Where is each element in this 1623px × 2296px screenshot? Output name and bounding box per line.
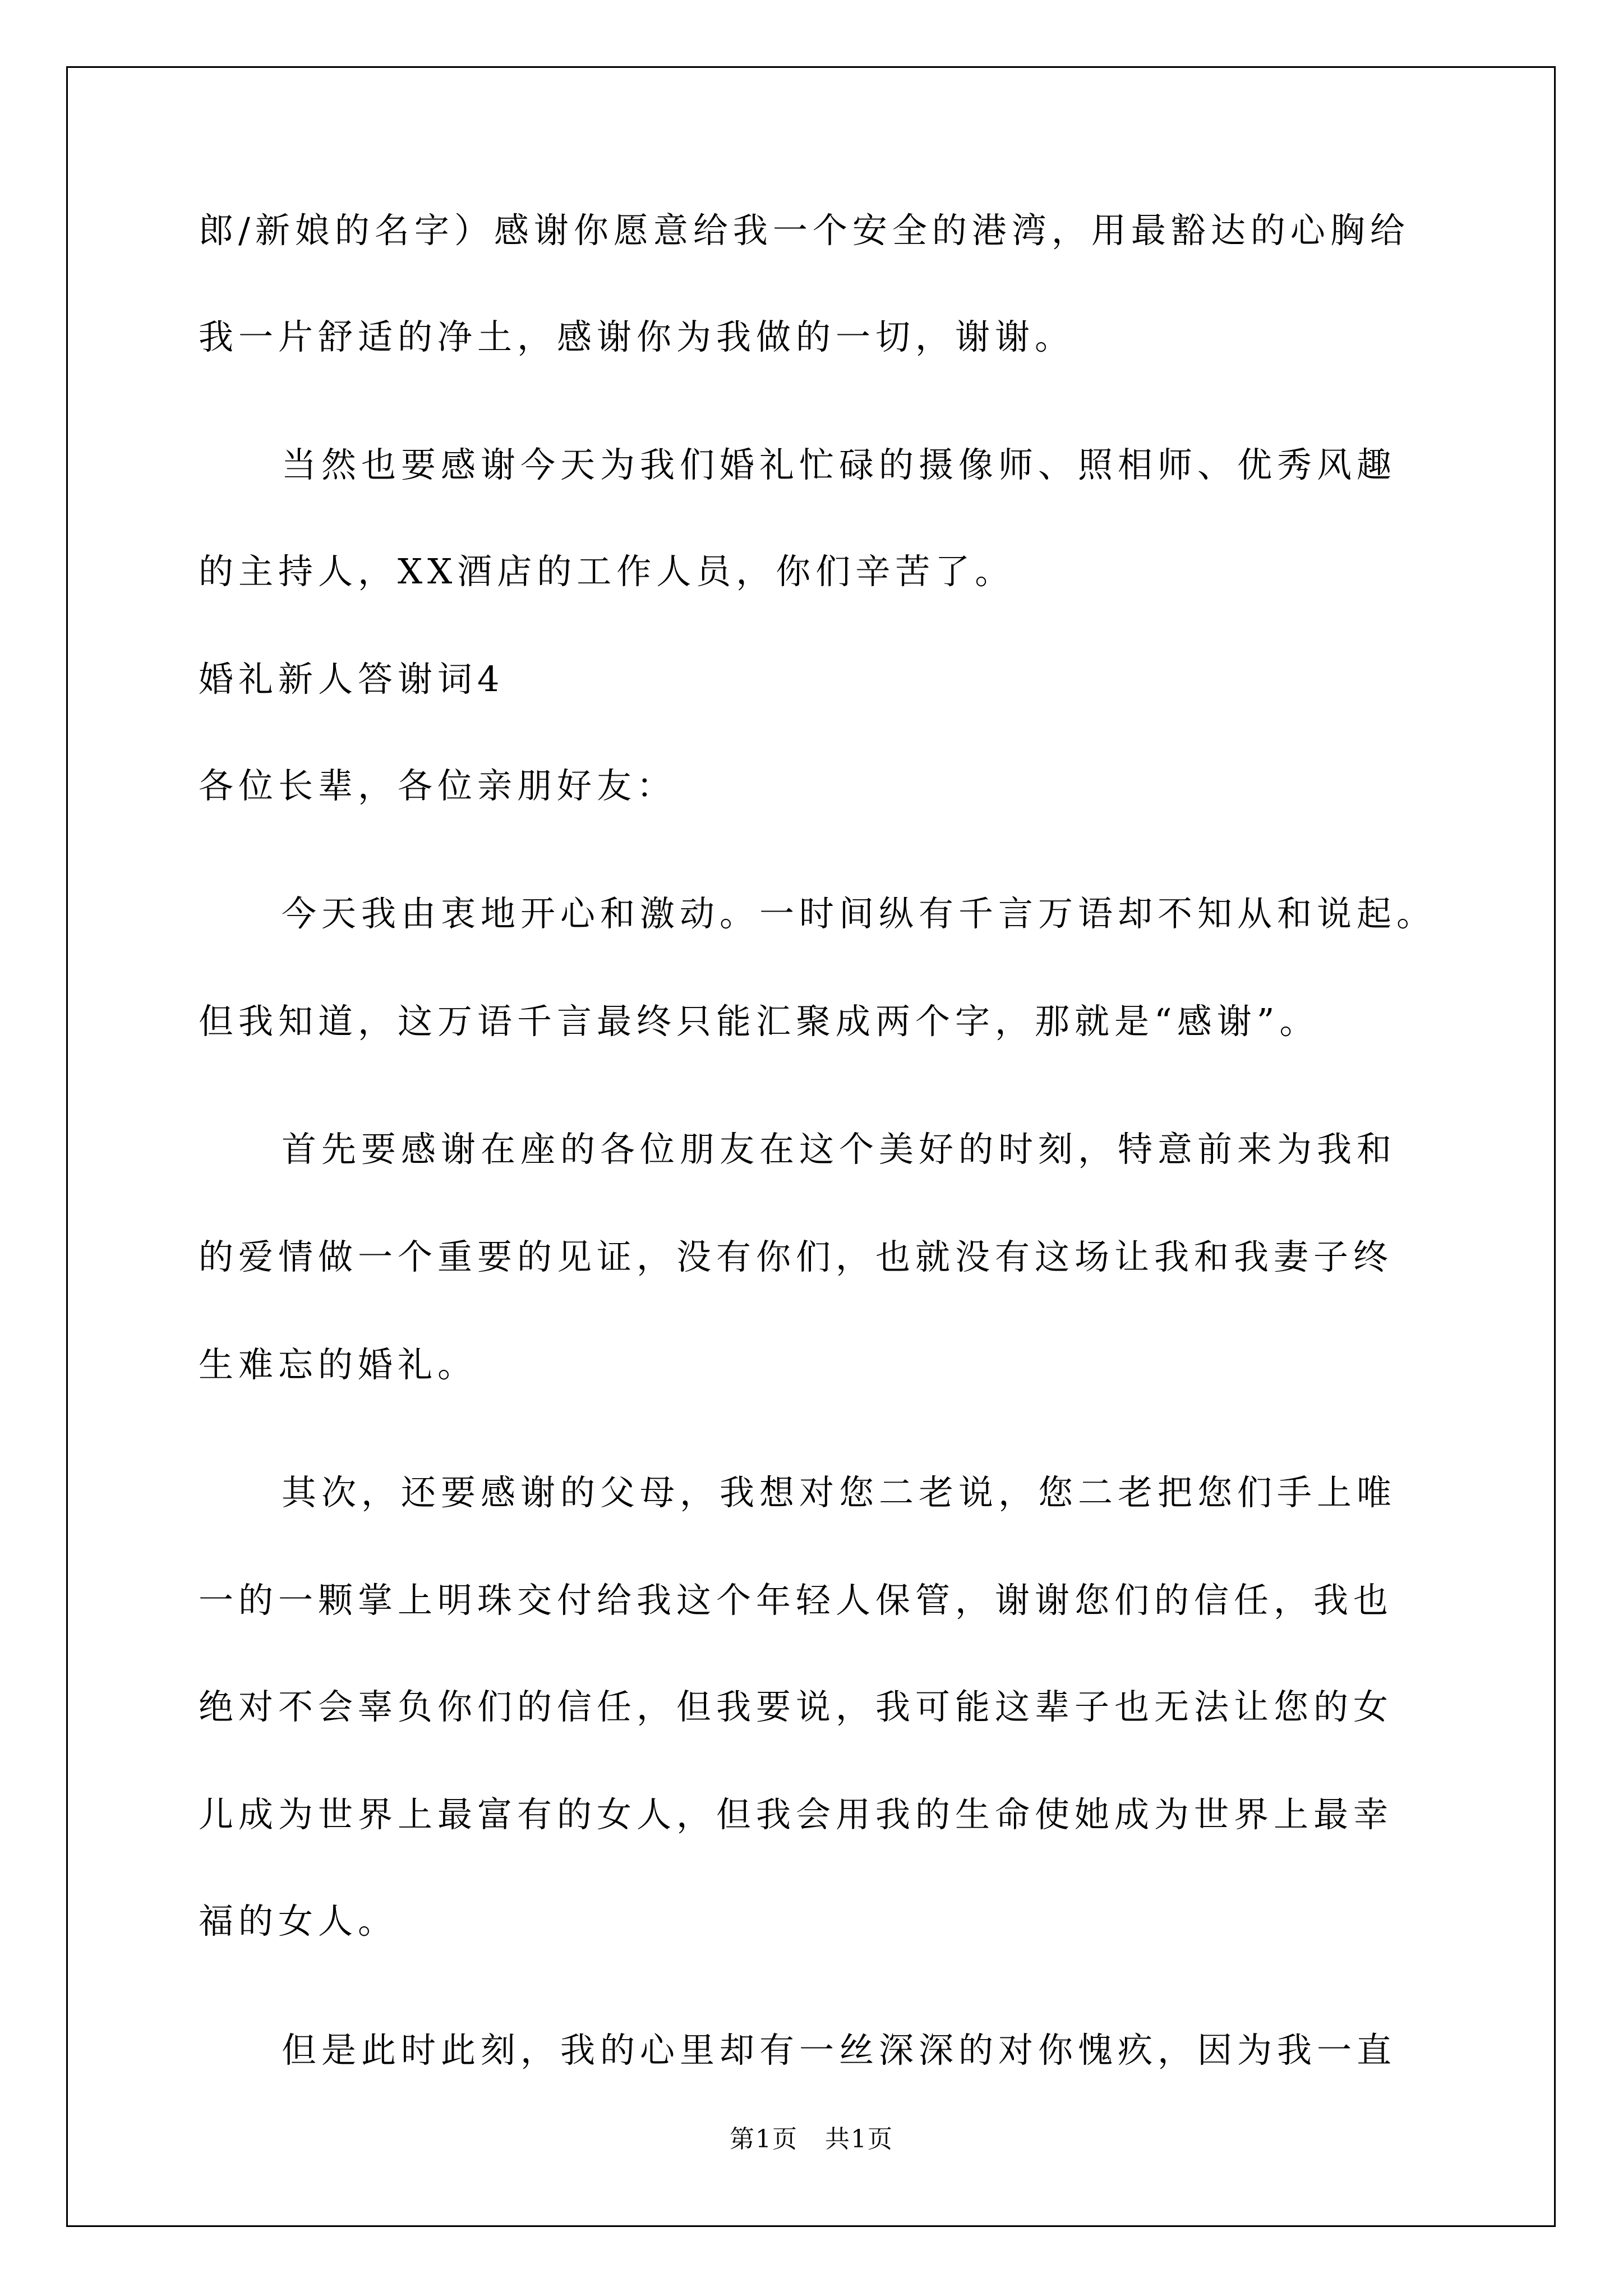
- paragraph-line: 儿成为世界上最富有的女人，但我会用我的生命使她成为世界上最幸: [199, 1794, 1394, 1835]
- paragraph-line: 福的女人。: [199, 1901, 398, 1941]
- paragraph-line: 但是此时此刻，我的心里却有一丝深深的对你愧疚，因为我一直: [282, 2030, 1397, 2070]
- page-footer: [0, 2127, 1623, 2152]
- paragraph-line: 的主持人，XX酒店的工作人员，你们辛苦了。: [199, 551, 1015, 592]
- paragraph-line: 郎/新娘的名字）感谢你愿意给我一个安全的港湾，用最豁达的心胸给: [199, 210, 1410, 251]
- salutation: 各位长辈，各位亲朋好友：: [199, 765, 677, 806]
- paragraph-line: 我一片舒适的净土，感谢你为我做的一切，谢谢。: [199, 316, 1075, 357]
- paragraph-line: 首先要感谢在座的各位朋友在这个美好的时刻，特意前来为我和: [282, 1129, 1397, 1170]
- paragraph-line: 但我知道，这万语千言最终只能汇聚成两个字，那就是“感谢”。: [199, 1001, 1320, 1042]
- paragraph-line: 当然也要感谢今天为我们婚礼忙碌的摄像师、照相师、优秀风趣: [282, 444, 1397, 485]
- paragraph-line: 生难忘的婚礼。: [199, 1344, 478, 1385]
- page-total: 共1页: [824, 2125, 893, 2154]
- paragraph-line: 今天我由衷地开心和激动。一时间纵有千言万语却不知从和说起。: [282, 893, 1437, 934]
- section-heading: 婚礼新人答谢词4: [199, 659, 505, 700]
- paragraph-line: 其次，还要感谢的父母，我想对您二老说，您二老把您们手上唯: [282, 1472, 1397, 1513]
- paragraph-line: 一的一颗掌上明珠交付给我这个年轻人保管，谢谢您们的信任，我也: [199, 1580, 1394, 1621]
- paragraph-line: 绝对不会辜负你们的信任，但我要说，我可能这辈子也无法让您的女: [199, 1686, 1394, 1727]
- page-number: 第1页: [730, 2125, 799, 2154]
- paragraph-line: 的爱情做一个重要的见证，没有你们，也就没有这场让我和我妻子终: [199, 1236, 1394, 1277]
